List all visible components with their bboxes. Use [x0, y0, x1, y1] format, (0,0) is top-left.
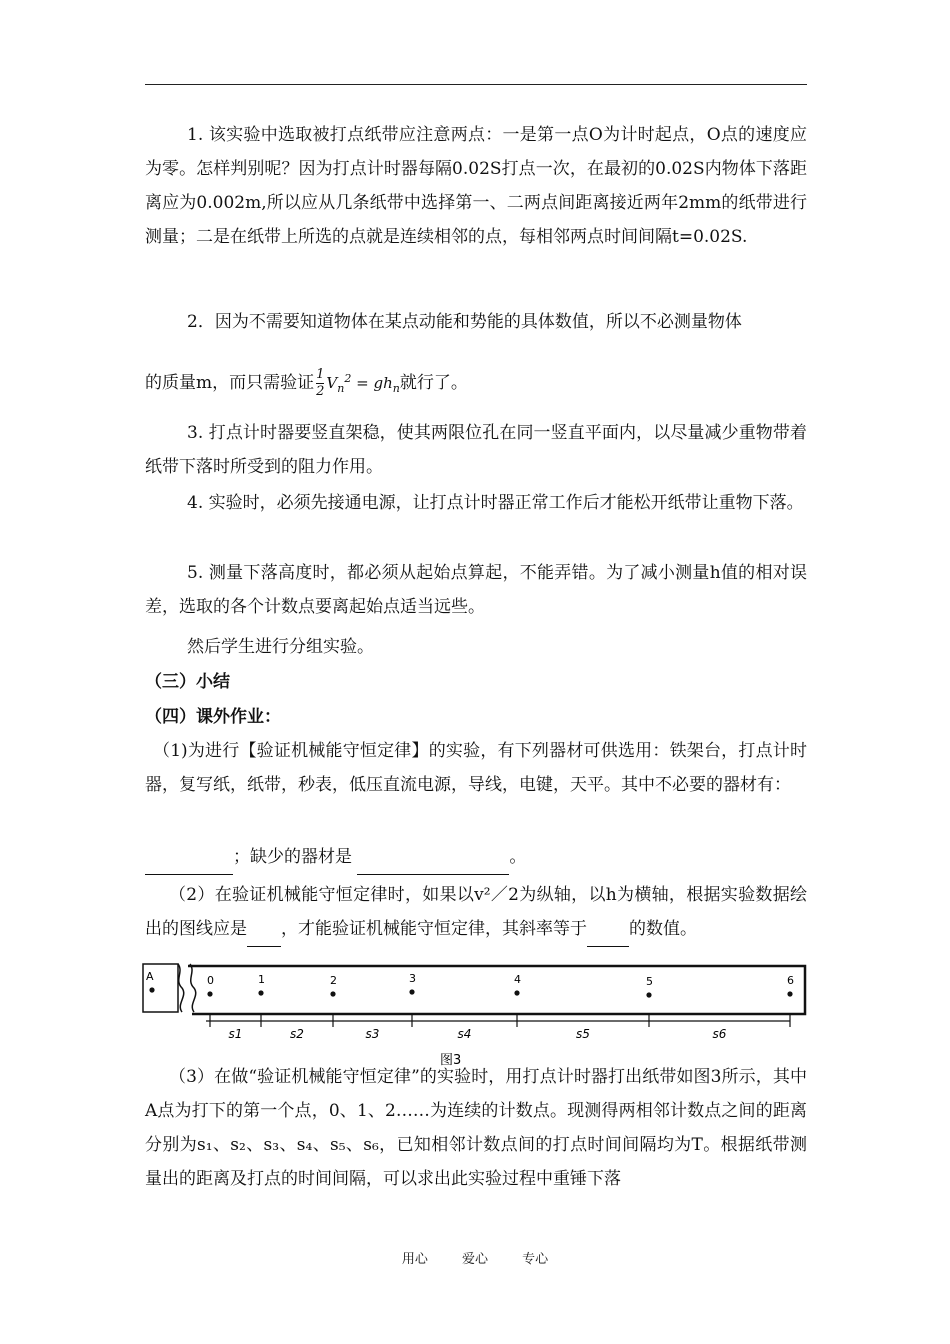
- answer-blank-unneeded[interactable]: [145, 840, 233, 875]
- answer-blank-slope[interactable]: [587, 912, 629, 947]
- tape-point-2: [330, 991, 335, 996]
- figure-caption: 图3: [440, 1053, 462, 1068]
- tape-point-5: [646, 992, 651, 997]
- fraction-denominator: 2: [316, 384, 325, 399]
- q2-part-c: 的数值。: [629, 919, 697, 939]
- height-subscript: n: [392, 382, 400, 395]
- tape-point-a: [149, 987, 154, 992]
- paragraph-5: 5. 测量下落高度时，都必须从起始点算起，不能弄错。为了减小测量h值的相对误差，选取的各个计数点要离起始点适当远些。: [145, 563, 807, 617]
- formula-prefix: 的质量m，而只需验证: [145, 373, 315, 393]
- tape-label-0: 0: [207, 974, 214, 987]
- segment-label-s5: s5: [576, 1027, 590, 1041]
- tape-label-6: 6: [787, 974, 794, 987]
- tape-figure: [140, 958, 810, 1068]
- paragraph-6: 然后学生进行分组实验。: [187, 637, 374, 657]
- q2-part-a: （2）在验证机械能守恒定律时，如果以v²／2为纵轴，以h为横轴，根据实验数据绘出的图线应是: [145, 885, 807, 939]
- velocity-subscript: n: [337, 382, 345, 395]
- heading-summary: （三）小结: [145, 672, 230, 692]
- tape-point-6: [787, 991, 792, 996]
- segment-label-s4: s4: [457, 1027, 472, 1041]
- tape-label-1: 1: [258, 973, 265, 986]
- formula-equals-gh: = gh: [356, 374, 393, 392]
- paragraph-1: 1. 该实验中选取被打点纸带应注意两点：一是第一点O为计时起点，O点的速度应为零。怎样判别呢？因为打点计时器每隔0.02S打点一次，在最初的0.02S内物体下落距离应为0.002m,所以应从几条纸带中选择第一、二两点间距离接近两年2mm的纸带进行测量；二是在纸带上所选的点就是连续相邻的点，每相邻两点时间间隔t=0.02S.: [145, 125, 807, 247]
- tape-point-1: [258, 990, 263, 995]
- answer-blank-graph[interactable]: [247, 912, 281, 947]
- fraction-numerator: 1: [316, 367, 325, 382]
- tape-label-3: 3: [409, 972, 416, 985]
- segment-label-s2: s2: [290, 1027, 304, 1041]
- paragraph-2: 2．因为不需要知道物体在某点动能和势能的具体数值，所以不必测量物体: [187, 312, 742, 332]
- q2-part-b: ，才能验证机械能守恒定律，其斜率等于: [281, 919, 587, 939]
- tape-label-2: 2: [330, 974, 337, 987]
- velocity-symbol: V: [326, 374, 338, 392]
- tape-break-right: [190, 964, 196, 1012]
- question-1-answer-line: [145, 840, 807, 875]
- tape-point-0: [207, 991, 212, 996]
- tape-point-4: [514, 990, 519, 995]
- heading-homework: （四）课外作业：: [145, 707, 281, 727]
- tape-body: [188, 966, 805, 1014]
- tape-label-4: 4: [514, 973, 521, 986]
- formula-fraction: [316, 367, 324, 400]
- formula-velocity: [326, 372, 400, 395]
- header-rule: [145, 84, 807, 85]
- segment-label-s6: s6: [712, 1027, 727, 1041]
- tape-break-left: [178, 964, 184, 1012]
- page-footer: 用心 爱心 专心: [401, 1252, 549, 1267]
- paragraph-2-formula-line: [145, 362, 807, 406]
- tape-point-3: [409, 989, 414, 994]
- tape-label-5: 5: [646, 975, 653, 988]
- paragraph-4: 4. 实验时，必须先接通电源，让打点计时器正常工作后才能松开纸带让重物下落。: [187, 493, 804, 513]
- question-2: [145, 878, 807, 947]
- q1-end: 。: [509, 847, 527, 867]
- answer-blank-missing[interactable]: [357, 840, 509, 875]
- question-3: （3）在做“验证机械能守恒定律”的实验时，用打点计时器打出纸带如图3所示，其中A点为打下的第一个点，0、1、2……为连续的计数点。现测得两相邻计数点之间的距离分别为s₁、s₂、s₃、s₄、s₅、s₆，已知相邻计数点间的打点时间间隔均为T。根据纸带测量出的距离及打点的时间间隔，可以求出此实验过程中重锤下落: [145, 1067, 807, 1189]
- question-1: （1)为进行【验证机械能守恒定律】的实验，有下列器材可供选用：铁架台，打点计时器，复写纸，纸带，秒表，低压直流电源，导线，电键，天平。其中不必要的器材有：: [145, 741, 807, 795]
- segment-label-s1: s1: [228, 1027, 243, 1041]
- tape-segments: [210, 1015, 790, 1041]
- q1-missing-label: ；缺少的器材是: [233, 847, 352, 867]
- tape-points: [207, 972, 794, 998]
- paragraph-3: 3. 打点计时器要竖直架稳，使其两限位孔在同一竖直平面内，以尽量减少重物带着纸带下落时所受到的阻力作用。: [145, 423, 807, 477]
- tape-label-a: A: [146, 970, 154, 983]
- velocity-superscript: 2: [344, 372, 352, 385]
- formula-suffix: 就行了。: [399, 373, 468, 393]
- segment-label-s3: s3: [365, 1027, 380, 1041]
